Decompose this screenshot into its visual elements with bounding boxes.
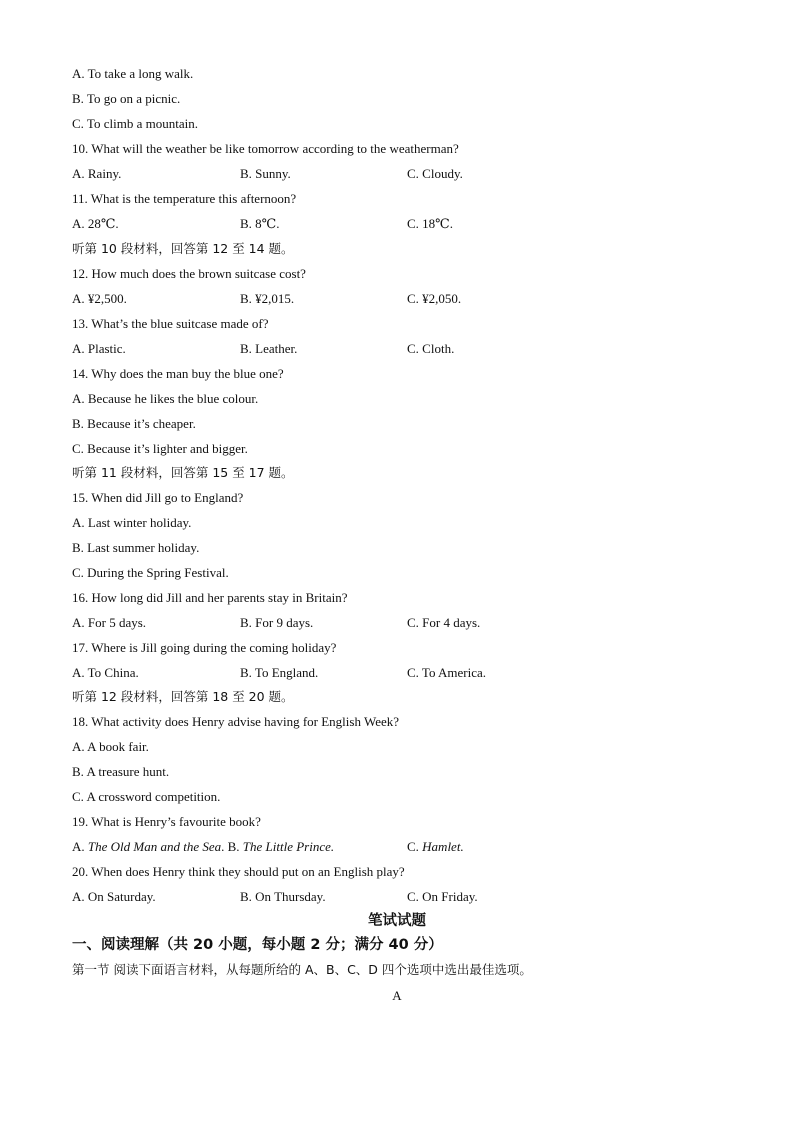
q14-option-b: B. Because it’s cheaper. [72,416,196,431]
q15-stem: 15. When did Jill go to England? [72,490,244,505]
passage-label: A [392,988,402,1003]
instruction-section-12: 听第 12 段材料，回答第 18 至 20 题。 [72,689,294,704]
q12-option-a: A. ¥2,500. [72,291,127,306]
q20-option-a: A. On Saturday. [72,889,156,904]
q20-stem: 20. When does Henry think they should put on an English play? [72,864,405,879]
q18-option-c: C. A crossword competition. [72,789,221,804]
q19-option-a-b [72,839,334,855]
q10-option-a: A. Rainy. [72,166,122,181]
q9-option-a: A. To take a long walk. [72,66,194,81]
q19-option-c-prefix: C. [407,839,423,854]
q13-option-a: A. Plastic. [72,341,126,356]
written-exam-title: 笔试试题 [368,913,426,929]
q12-option-c: C. ¥2,050. [407,291,462,306]
section-1-heading: 一、阅读理解（共 20 小题，每小题 2 分；满分 40 分） [72,937,443,953]
q10-stem: 10. What will the weather be like tomorrow according to the weatherman? [72,141,459,156]
q16-option-a: A. For 5 days. [72,615,147,630]
q19-option-b-title: The Little Prince. [242,839,335,854]
q18-stem: 18. What activity does Henry advise having for English Week? [72,714,399,729]
q17-stem: 17. Where is Jill going during the coming holiday? [72,640,337,655]
q20-option-b: B. On Thursday. [240,889,326,904]
q14-option-a: A. Because he likes the blue colour. [72,391,259,406]
q18-option-b: B. A treasure hunt. [72,764,170,779]
q19-option-a-prefix: A. [72,839,88,854]
q10-option-c: C. Cloudy. [407,166,463,181]
q9-option-c: C. To climb a mountain. [72,116,198,131]
q19-stem: 19. What is Henry’s favourite book? [72,814,261,829]
instruction-section-11: 听第 11 段材料，回答第 15 至 17 题。 [72,465,294,480]
q11-option-c: C. 18℃. [407,216,453,231]
section-1-instruction: 第一节 阅读下面语言材料，从每题所给的 A、B、C、D 四个选项中选出最佳选项。 [72,962,532,977]
q15-option-c: C. During the Spring Festival. [72,565,229,580]
q12-stem: 12. How much does the brown suitcase cost? [72,266,306,281]
q17-option-a: A. To China. [72,665,139,680]
q16-stem: 16. How long did Jill and her parents stay in Britain? [72,590,348,605]
q19-option-c-title: Hamlet. [422,839,464,854]
q9-option-b: B. To go on a picnic. [72,91,181,106]
q11-option-a: A. 28℃. [72,216,119,231]
instruction-section-10: 听第 10 段材料，回答第 12 至 14 题。 [72,241,294,256]
q16-option-b: B. For 9 days. [240,615,314,630]
q20-option-c: C. On Friday. [407,889,478,904]
q12-option-b: B. ¥2,015. [240,291,295,306]
q16-option-c: C. For 4 days. [407,615,481,630]
q10-option-b: B. Sunny. [240,166,291,181]
q13-option-b: B. Leather. [240,341,298,356]
q11-stem: 11. What is the temperature this afternoon? [72,191,297,206]
q11-option-b: B. 8℃. [240,216,280,231]
q14-stem: 14. Why does the man buy the blue one? [72,366,284,381]
q15-option-b: B. Last summer holiday. [72,540,200,555]
q17-option-c: C. To America. [407,665,487,680]
q19-option-a-title: The Old Man and the Sea [87,839,222,854]
q14-option-c: C. Because it’s lighter and bigger. [72,441,248,456]
q18-option-a: A. A book fair. [72,739,149,754]
q19-option-c [407,839,464,855]
q13-stem: 13. What’s the blue suitcase made of? [72,316,269,331]
q19-option-b-prefix: . B. [221,839,243,854]
q15-option-a: A. Last winter holiday. [72,515,192,530]
q13-option-c: C. Cloth. [407,341,455,356]
q17-option-b: B. To England. [240,665,319,680]
